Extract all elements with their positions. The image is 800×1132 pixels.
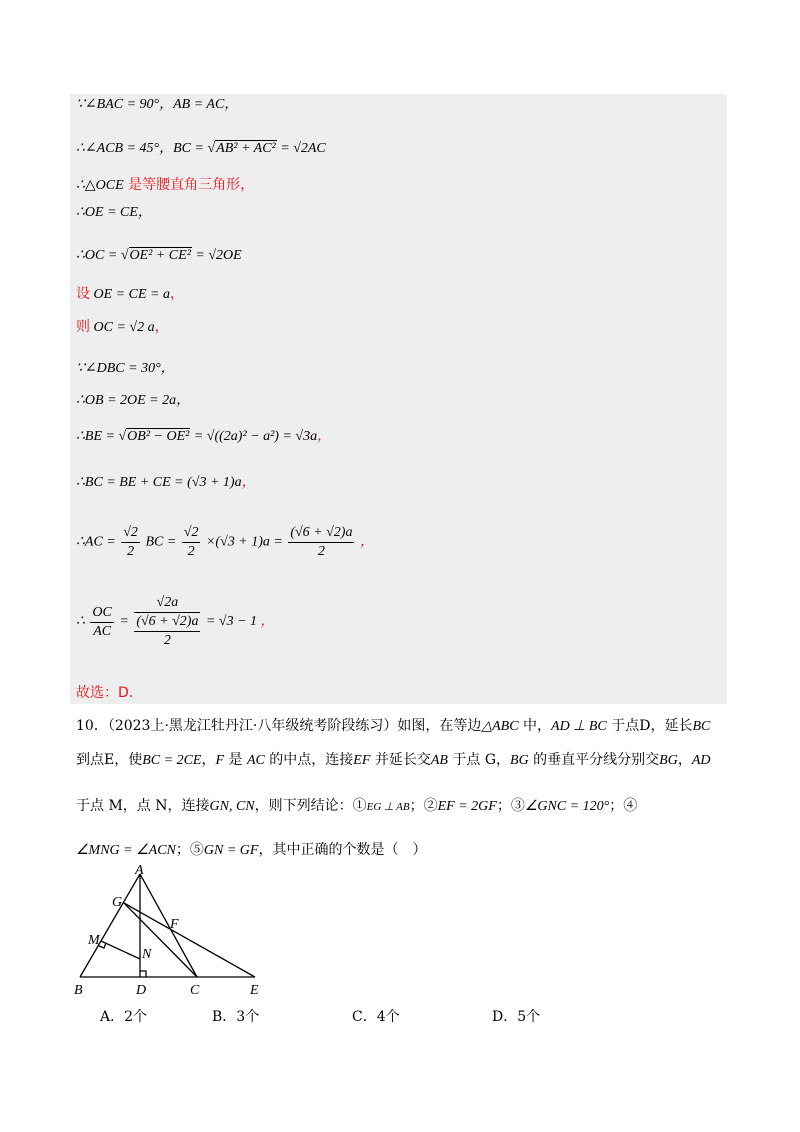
solution-line-8: ∵∠DBC = 30°， xyxy=(76,361,175,376)
label-c: C xyxy=(190,983,200,998)
solution-line-2: ∴∠ACB = 45°，BC = √AB² + AC² = √2AC xyxy=(76,141,326,156)
question-line-1: 10．（2023上·黑龙江牡丹江·八年级统考阶段练习）如图，在等边△ABC 中，AD ⊥ BC 于点D，延长BC xyxy=(76,718,711,734)
label-m: M xyxy=(88,933,100,948)
label-b: B xyxy=(74,983,83,998)
question-line-2: 到点E，使BC = 2CE，F 是 AC 的中点，连接EF 并延长交AB 于点 G，BG 的垂直平分线分别交BG，AD xyxy=(76,752,711,768)
question-line-3: 于点 M，点 N，连接GN, CN，则下列结论：①EG ⊥ AB；②EF = 2GF；③∠GNC = 120°；④ xyxy=(76,798,638,814)
label-f: F xyxy=(170,917,179,932)
solution-line-3: ∴△OCE 是等腰直角三角形， xyxy=(76,177,255,193)
answer-line: 故选：D. xyxy=(76,685,134,701)
segment-ab xyxy=(80,874,140,977)
segment-mn xyxy=(101,941,140,959)
option-d[interactable]: D．5个 xyxy=(492,1009,541,1025)
label-d: D xyxy=(136,983,147,998)
triangle-figure xyxy=(70,862,280,1000)
segment-gc xyxy=(124,903,197,977)
solution-line-9: ∴OB = 2OE = 2a， xyxy=(76,393,191,408)
solution-line-11: ∴BC = BE + CE = (√3 + 1)a， xyxy=(76,475,256,490)
solution-line-10: ∴BE = √OB² − OE² = √((2a)² − a²) = √3a， xyxy=(76,429,332,444)
solution-line-1: ∵∠BAC = 90°，AB = AC， xyxy=(76,97,239,112)
solution-line-6: 设 OE = CE = a， xyxy=(76,286,184,302)
question-line-4: ∠MNG = ∠ACN；⑤GN = GF，其中正确的个数是（ ） xyxy=(76,842,427,858)
option-a[interactable]: A．2个 xyxy=(100,1009,148,1025)
solution-line-5: ∴OC = √OE² + CE² = √2OE xyxy=(76,248,242,263)
label-e: E xyxy=(250,983,259,998)
solution-line-7: 则 OC = √2 a， xyxy=(76,319,169,335)
solution-line-12: ∴AC = $\frac{√2}{2}$ BC = $\frac{√2}{2}$ ×(√3 + 1)a = $\frac{(√6 + √2)a}{2}$ ， xyxy=(76,525,374,559)
label-g: G xyxy=(112,895,123,910)
option-c[interactable]: C．4个 xyxy=(352,1009,400,1025)
label-a: A xyxy=(135,863,144,878)
segment-ge xyxy=(124,903,255,977)
label-n: N xyxy=(142,947,152,962)
right-angle-d xyxy=(140,971,146,977)
solution-line-13: ∴ $\frac{OC}{AC}$ = $\frac{√2a}{\frac{(√6 + √2)a}{2}}$ = √3 − 1 ， xyxy=(76,595,275,648)
solution-line-4: ∴OE = CE， xyxy=(76,205,152,220)
option-b[interactable]: B．3个 xyxy=(212,1009,260,1025)
